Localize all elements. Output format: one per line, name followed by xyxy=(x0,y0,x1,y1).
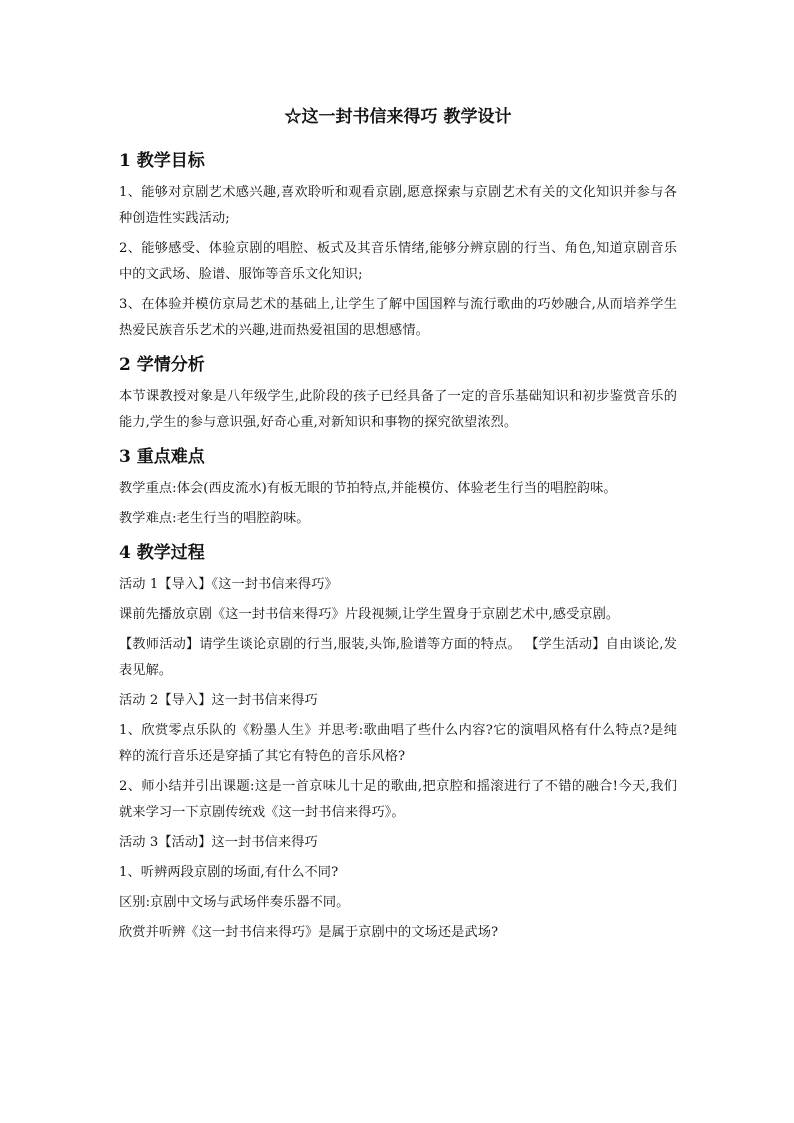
paragraph: 活动 2【导入】这一封书信来得巧 xyxy=(119,693,318,708)
document-page xyxy=(119,100,677,950)
section-objectives xyxy=(119,148,677,344)
section-heading: 4 教学过程 xyxy=(119,543,205,563)
paragraph: 课前先播放京剧《这一封书信来得巧》片段视频,让学生置身于京剧艺术中,感受京剧。 xyxy=(119,607,620,622)
paragraph: 1、听辨两段京剧的场面,有什么不同? xyxy=(119,865,339,880)
paragraph: 教学难点:老生行当的唱腔韵味。 xyxy=(119,511,310,526)
paragraph: 3、在体验并模仿京局艺术的基础上,让学生了解中国国粹与流行歌曲的巧妙融合,从而培养学生热爱民族音乐艺术的兴趣,进而热爱祖国的思想感情。 xyxy=(119,297,677,338)
paragraph: 区别:京剧中文场与武场伴奏乐器不同。 xyxy=(119,895,350,910)
paragraph: 1、欣赏零点乐队的《粉墨人生》并思考:歌曲唱了些什么内容?它的演唱风格有什么特点?是纯粹的流行音乐还是穿插了其它有特色的音乐风格? xyxy=(119,723,677,764)
paragraph: 本节课教授对象是八年级学生,此阶段的孩子已经具备了一定的音乐基础知识和初步鉴赏音乐的能力,学生的参与意识强,好奇心重,对新知识和事物的探究欲望浓烈。 xyxy=(119,389,677,430)
document-title: ☆这一封书信来得巧 教学设计 xyxy=(284,107,512,127)
section-heading: 1 教学目标 xyxy=(119,151,205,171)
section-student-analysis xyxy=(119,352,677,436)
section-heading: 3 重点难点 xyxy=(119,447,205,467)
section-key-points xyxy=(119,444,677,532)
paragraph: 1、能够对京剧艺术感兴趣,喜欢聆听和观看京剧,愿意探索与京剧艺术有关的文化知识并参与各种创造性实践活动; xyxy=(119,185,677,226)
paragraph: 【教师活动】请学生谈论京剧的行当,服装,头饰,脸谱等方面的特点。 【学生活动】自由谈论,发表见解。 xyxy=(119,637,677,678)
paragraph: 2、师小结并引出课题:这是一首京味儿十足的歌曲,把京腔和摇滚进行了不错的融合!今天,我们就来学习一下京剧传统戏《这一封书信来得巧》。 xyxy=(119,779,677,820)
section-heading: 2 学情分析 xyxy=(119,355,205,375)
paragraph: 欣赏并听辨《这一封书信来得巧》是属于京剧中的文场还是武场? xyxy=(119,925,499,940)
paragraph: 活动 3【活动】这一封书信来得巧 xyxy=(119,835,318,850)
paragraph: 2、能够感受、体验京剧的唱腔、板式及其音乐情绪,能够分辨京剧的行当、角色,知道京剧音乐中的文武场、脸谱、服饰等音乐文化知识; xyxy=(119,241,677,282)
paragraph: 教学重点:体会(西皮流水)有板无眼的节拍特点,并能模仿、体验老生行当的唱腔韵味。 xyxy=(119,481,617,496)
section-teaching-process xyxy=(119,540,677,946)
paragraph: 活动 1【导入】《这一封书信来得巧》 xyxy=(119,577,338,592)
